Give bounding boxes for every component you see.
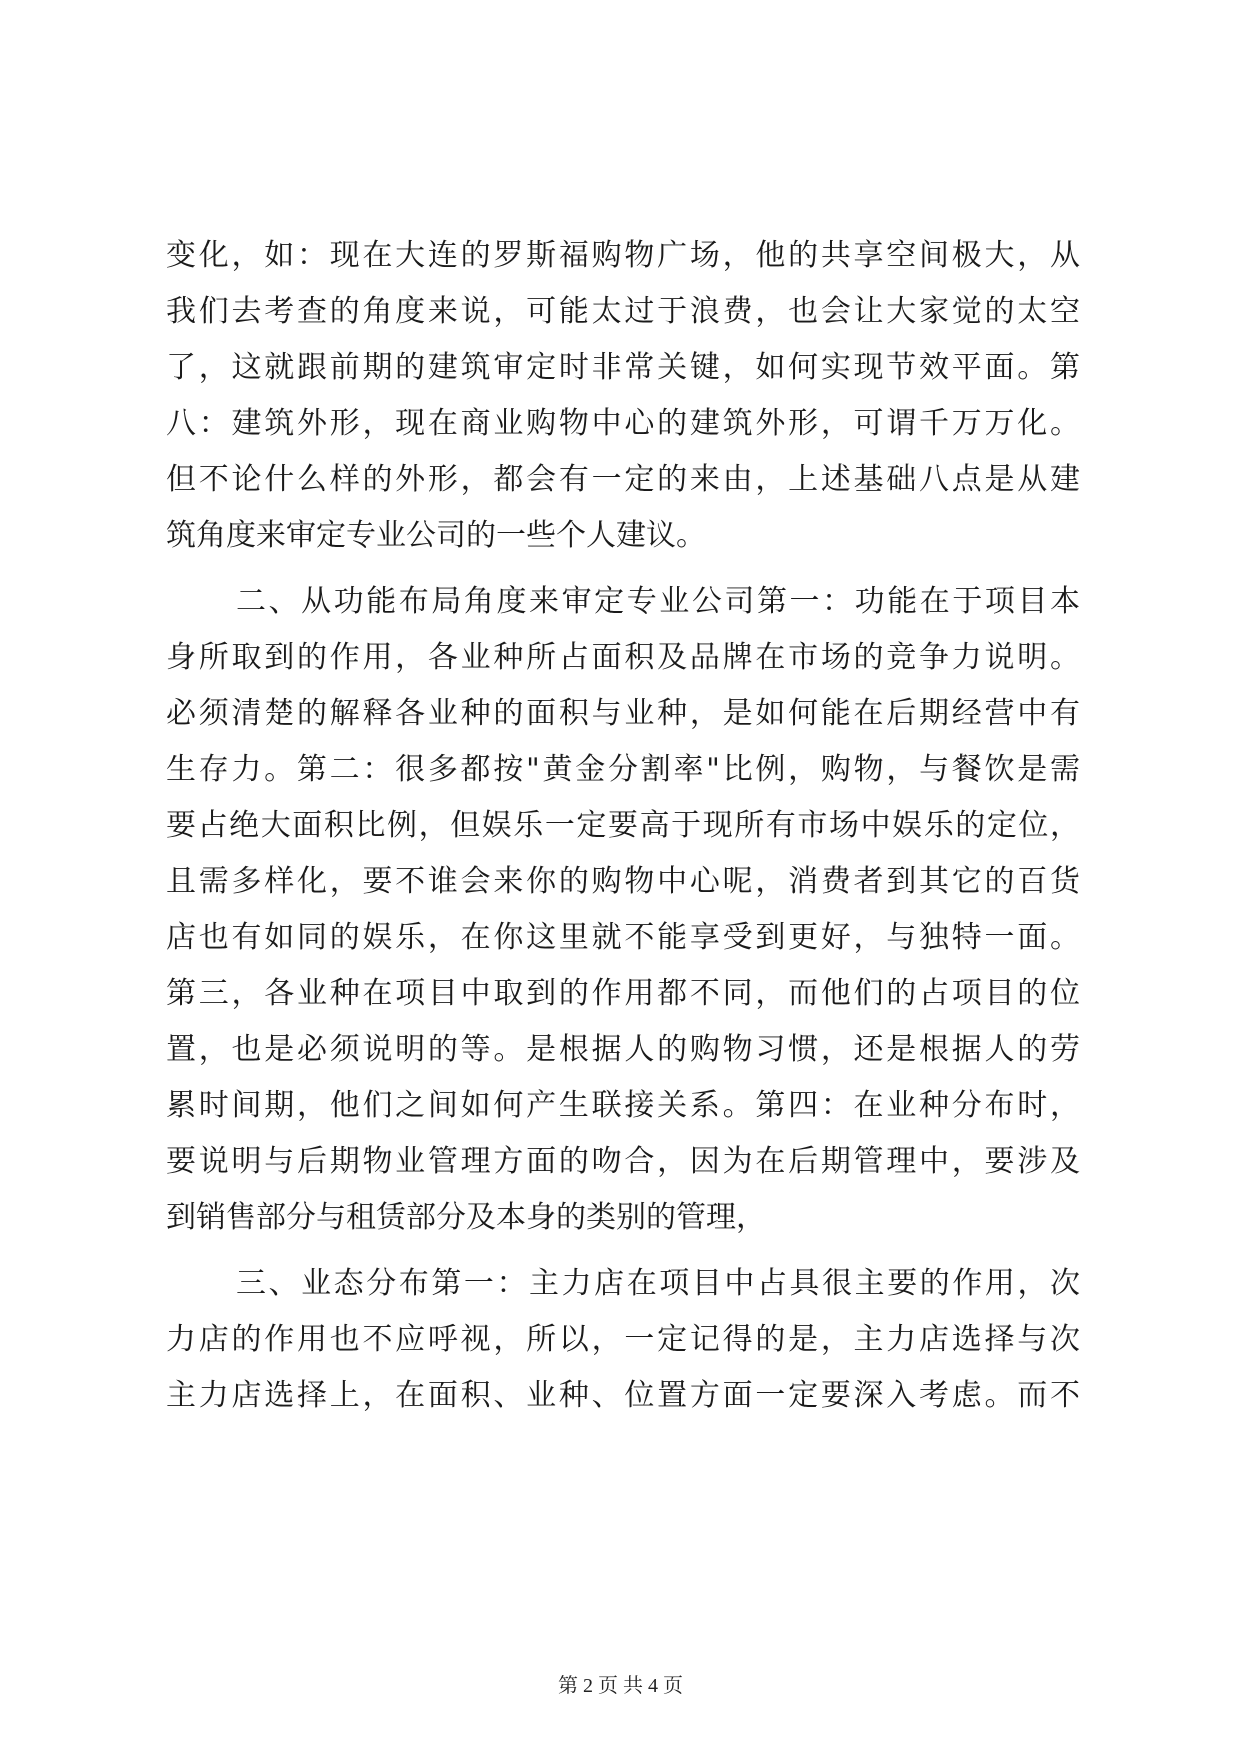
paragraph-2-line-1: 二、从功能布局角度来审定专业公司第一：功能在于项目本 xyxy=(236,584,1080,619)
paragraph-spacer xyxy=(166,564,1080,574)
paragraph-2-line-2: 身所取到的作用，各业种所占面积及品牌在市场的竞争力说明。 xyxy=(166,640,1080,675)
paragraph-2-line-10: 累时间期，他们之间如何产生联接关系。第四：在业种分布时， xyxy=(166,1088,1080,1123)
paragraph-1-line-3: 了，这就跟前期的建筑审定时非常关键，如何实现节效平面。第 xyxy=(166,350,1080,385)
paragraph-2-line-5: 要占绝大面积比例，但娱乐一定要高于现所有市场中娱乐的定位， xyxy=(166,808,1080,843)
paragraph-2-line-7: 店也有如同的娱乐，在你这里就不能享受到更好，与独特一面。 xyxy=(166,920,1080,955)
paragraph-3-line-2: 力店的作用也不应呼视，所以，一定记得的是，主力店选择与次 xyxy=(166,1322,1080,1357)
page-number-footer: 第 2 页 共 4 页 xyxy=(558,1675,683,1697)
paragraph-2-line-12: 到销售部分与租赁部分及本身的类别的管理， xyxy=(166,1200,766,1235)
paragraph-spacer xyxy=(166,1246,1080,1256)
paragraph-2-line-6: 且需多样化，要不谁会来你的购物中心呢，消费者到其它的百货 xyxy=(166,864,1080,899)
paragraph-1-line-1: 变化，如：现在大连的罗斯福购物广场，他的共享空间极大，从 xyxy=(166,238,1080,273)
paragraph-2-line-9: 置，也是必须说明的等。是根据人的购物习惯，还是根据人的劳 xyxy=(166,1032,1080,1067)
paragraph-2-line-4: 生存力。第二：很多都按"黄金分割率"比例，购物，与餐饮是需 xyxy=(166,752,1080,787)
paragraph-2-line-8: 第三，各业种在项目中取到的作用都不同，而他们的占项目的位 xyxy=(166,976,1080,1011)
paragraph-3-line-1: 三、业态分布第一：主力店在项目中占具很主要的作用，次 xyxy=(236,1266,1080,1301)
paragraph-1-line-2: 我们去考查的角度来说，可能太过于浪费，也会让大家觉的太空 xyxy=(166,294,1080,329)
paragraph-2-line-11: 要说明与后期物业管理方面的吻合，因为在后期管理中，要涉及 xyxy=(166,1144,1080,1179)
paragraph-1-line-4: 八：建筑外形，现在商业购物中心的建筑外形，可谓千万万化。 xyxy=(166,406,1080,441)
paragraph-2-line-3: 必须清楚的解释各业种的面积与业种，是如何能在后期经营中有 xyxy=(166,696,1080,731)
document-body xyxy=(166,228,1080,1424)
paragraph-1-line-6: 筑角度来审定专业公司的一些个人建议。 xyxy=(166,518,706,553)
paragraph-1-line-5: 但不论什么样的外形，都会有一定的来由，上述基础八点是从建 xyxy=(166,462,1080,497)
paragraph-3-line-3: 主力店选择上，在面积、业种、位置方面一定要深入考虑。而不 xyxy=(166,1378,1080,1413)
